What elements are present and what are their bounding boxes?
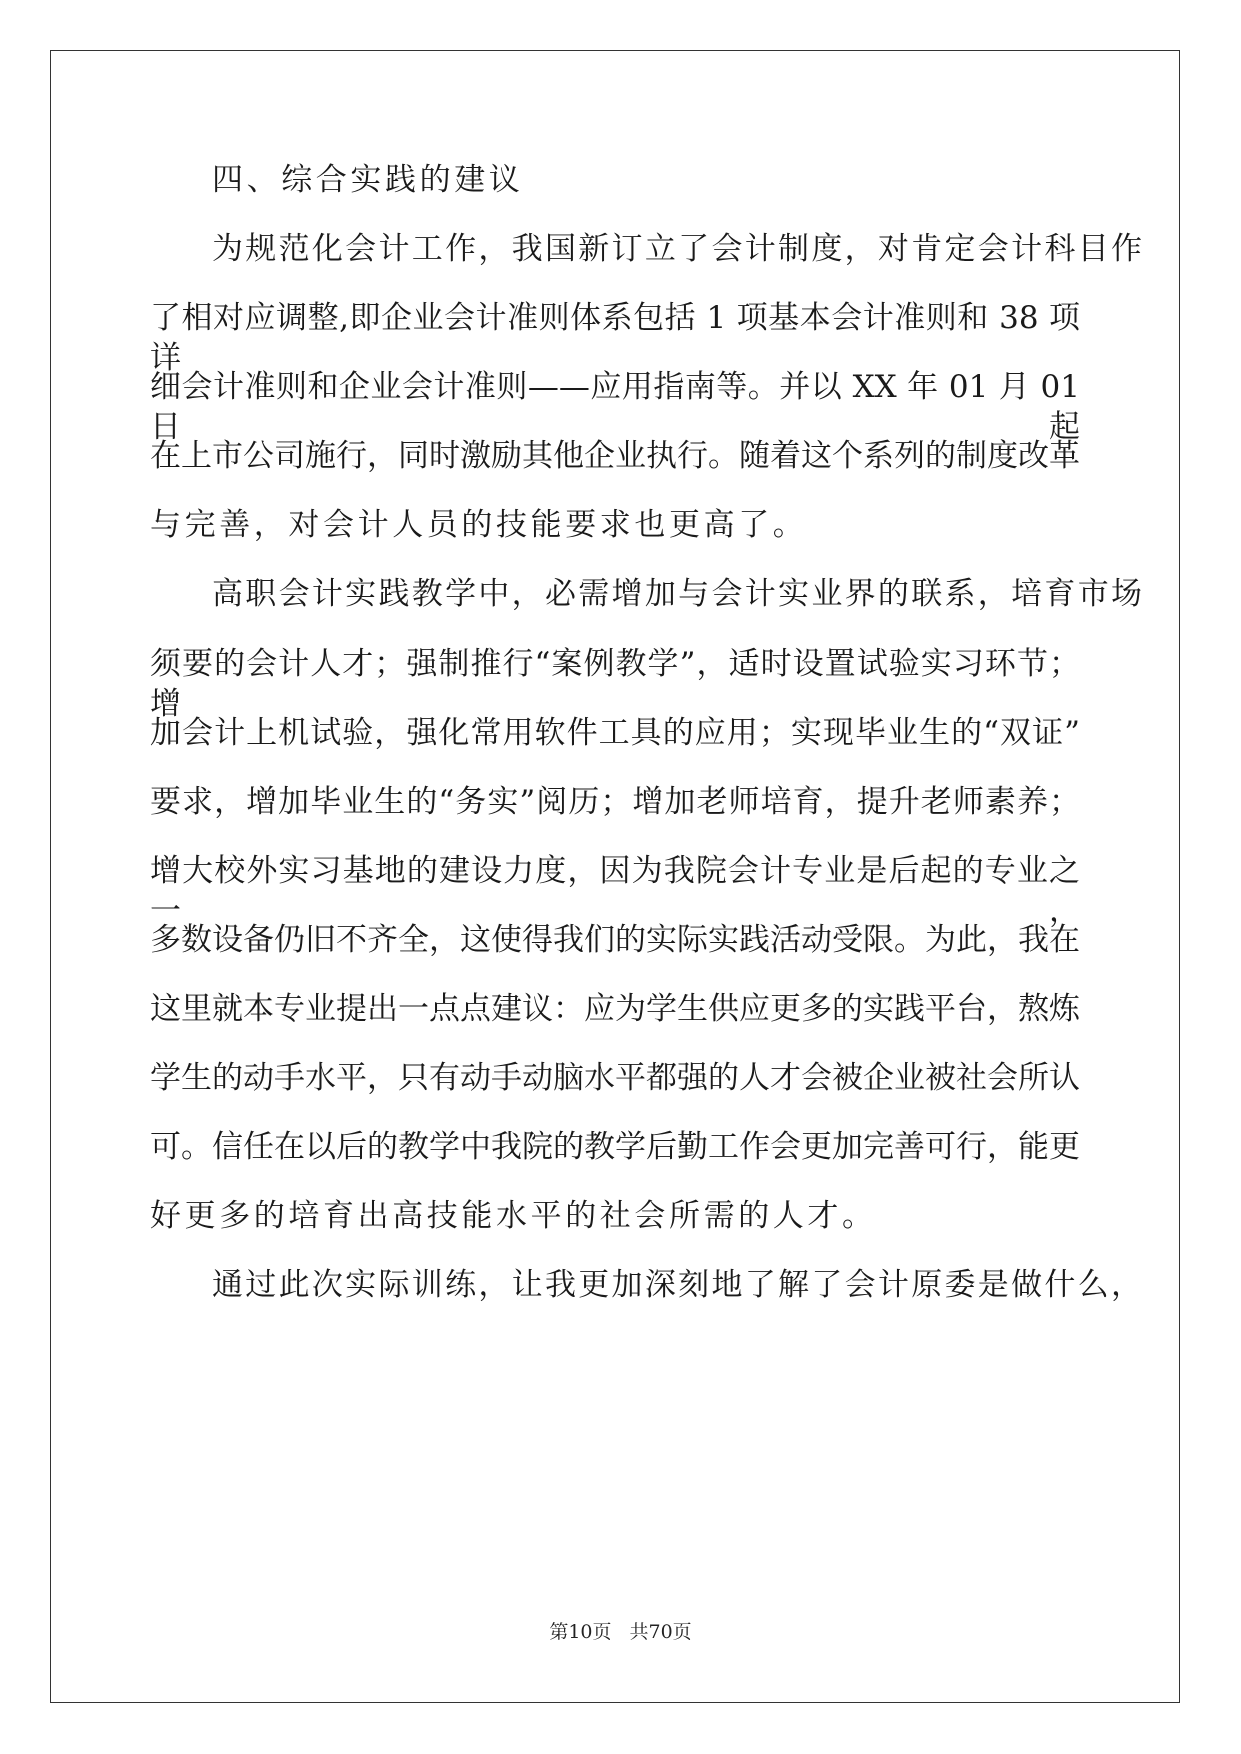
paragraph-line: 加会计上机试验，强化常用软件工具的应用；实现毕业生的“双证” <box>150 715 1080 751</box>
paragraph-line: 与完善，对会计人员的技能要求也更高了。 <box>150 507 808 543</box>
paragraph-line: 增大校外实习基地的建设力度，因为我院会计专业是后起的专业之一， <box>150 853 1080 929</box>
paragraph-line: 可。信任在以后的教学中我院的教学后勤工作会更加完善可行，能更 <box>150 1129 1080 1165</box>
paragraph-line: 为规范化会计工作，我国新订立了会计制度，对肯定会计科目作 <box>212 231 1142 267</box>
paragraph-line: 须要的会计人才；强制推行“案例教学”，适时设置试验实习环节；增 <box>150 646 1080 722</box>
paragraph-line: 在上市公司施行，同时激励其他企业执行。随着这个系列的制度改革 <box>150 438 1080 474</box>
paragraph-line: 这里就本专业提出一点点建议：应为学生供应更多的实践平台，熬炼 <box>150 991 1080 1027</box>
paragraph-line: 了相对应调整,即企业会计准则体系包括 1 项基本会计准则和 38 项详 <box>150 300 1080 376</box>
paragraph-line: 细会计准则和企业会计准则——应用指南等。并以 XX 年 01 月 01 日起 <box>150 369 1080 445</box>
paragraph-line: 好更多的培育出高技能水平的社会所需的人才。 <box>150 1198 877 1234</box>
page-number-total: 共70页 <box>629 1621 692 1643</box>
paragraph-line: 多数设备仍旧不齐全，这使得我们的实际实践活动受限。为此，我在 <box>150 922 1080 958</box>
page-footer <box>0 1620 1241 1644</box>
section-heading: 四、综合实践的建议 <box>212 162 524 198</box>
page-number-current: 第10页 <box>549 1621 612 1643</box>
paragraph-line: 要求，增加毕业生的“务实”阅历；增加老师培育，提升老师素养； <box>150 784 1080 820</box>
paragraph-line: 学生的动手水平，只有动手动脑水平都强的人才会被企业被社会所认 <box>150 1060 1080 1096</box>
paragraph-line: 高职会计实践教学中，必需增加与会计实业界的联系，培育市场 <box>212 576 1142 612</box>
paragraph-line: 通过此次实际训练，让我更加深刻地了解了会计原委是做什么， <box>212 1267 1142 1303</box>
